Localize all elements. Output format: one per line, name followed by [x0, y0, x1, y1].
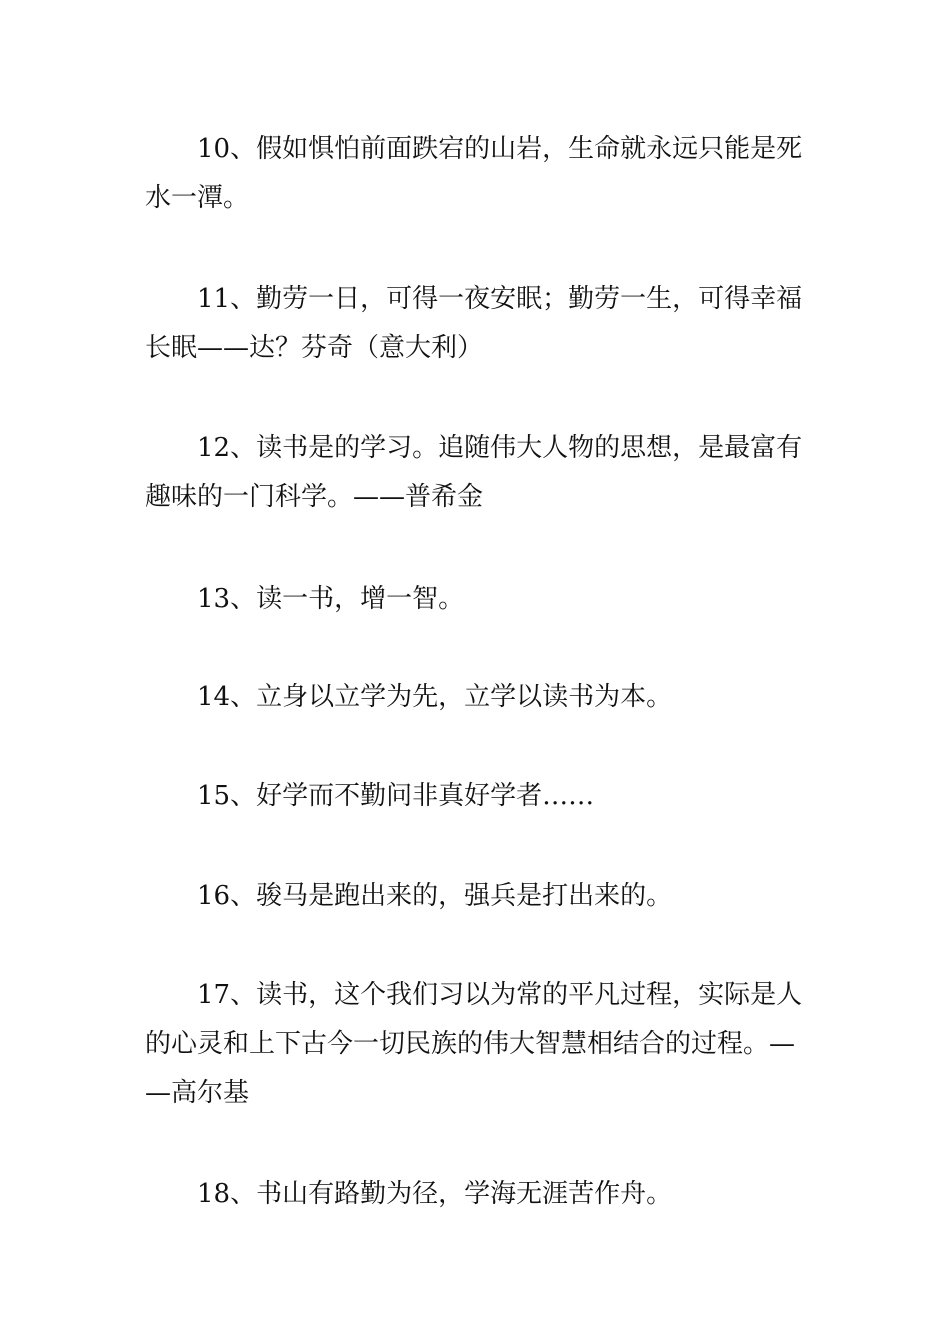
paragraph-13: 13、读一书，增一智。 [197, 584, 465, 614]
paragraph-16: 16、骏马是跑出来的，强兵是打出来的。 [197, 881, 673, 911]
paragraph-11: 11、勤劳一日，可得一夜安眠；勤劳一生，可得幸福 长眠——达？芬奇（意大利） [145, 284, 803, 363]
paragraph-18: 18、书山有路勤为径，学海无涯苦作舟。 [197, 1179, 673, 1209]
paragraph-14: 14、立身以立学为先，立学以读书为本。 [197, 682, 673, 712]
paragraph-15: 15、好学而不勤问非真好学者…… [197, 781, 595, 811]
paragraph-12: 12、读书是的学习。追随伟大人物的思想，是最富有 趣味的一门科学。——普希金 [145, 433, 803, 512]
paragraph-10: 10、假如惧怕前面跌宕的山岩，生命就永远只能是死 水一潭。 [145, 134, 803, 213]
paragraph-17: 17、读书，这个我们习以为常的平凡过程，实际是人 的心灵和上下古今一切民族的伟大智慧相结合的过程。— —高尔基 [145, 980, 803, 1108]
